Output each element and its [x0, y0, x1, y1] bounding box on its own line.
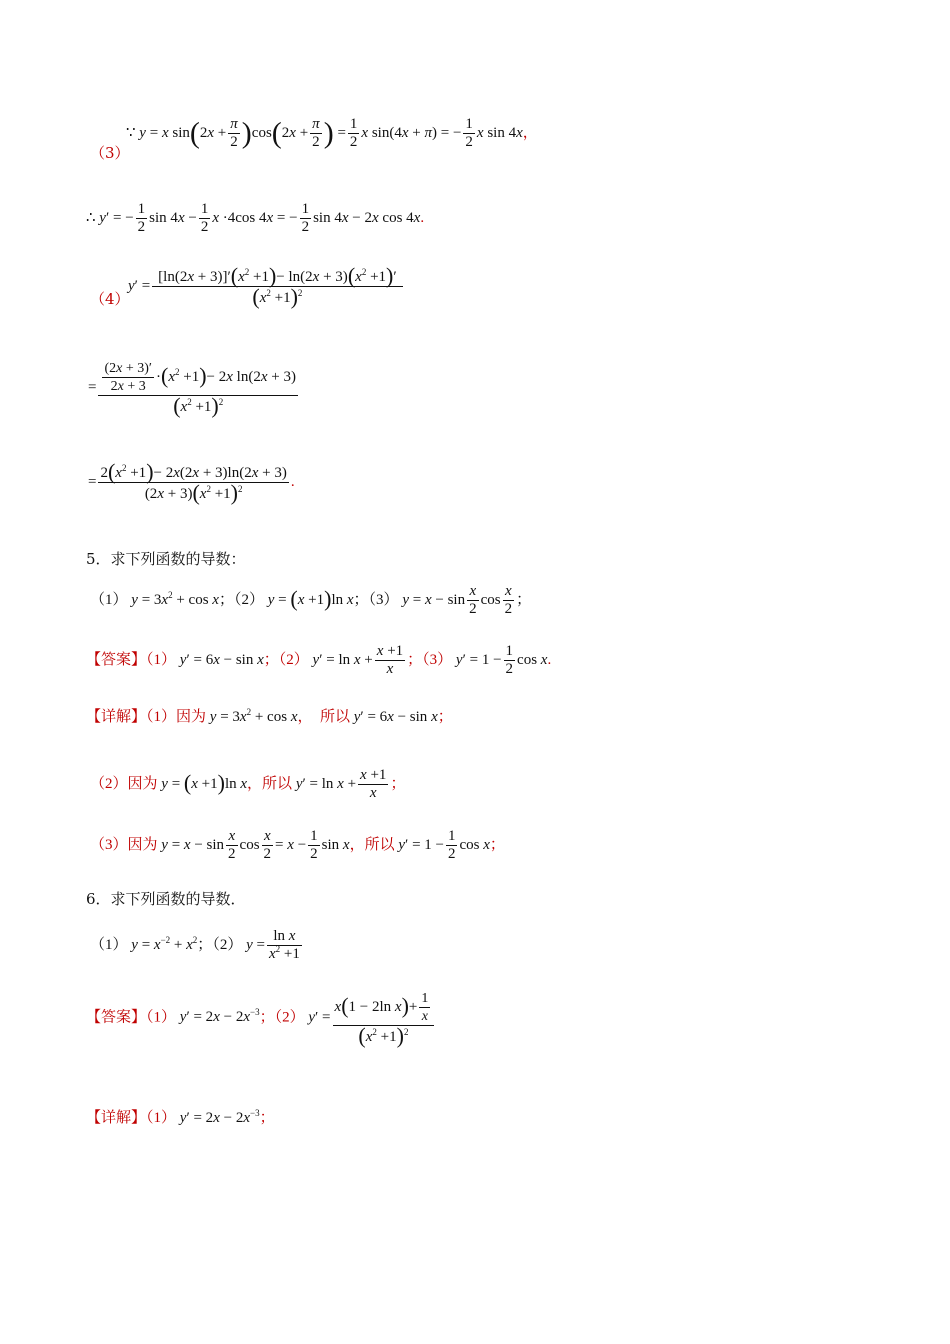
question-6-items: （1） $y = x^{-2} + x^2$；（2） y = $\frac{\text{ln x}}{x^2 +1}$ — [90, 928, 300, 962]
part-4-label: （4） — [90, 290, 130, 308]
part-3-equation: ∵ y = x sin(2x + $\frac{\pi}{2}$ )cos(2x + $\frac{\pi}{2}$ ) = $\frac{1}{2}$ x sin(4x + π) = − $\frac{1}{2}$ x sin 4x， — [126, 116, 538, 150]
part-4-equation-2: = $\frac{(2x + 3)'}{2x + 3}$ $\cdot(x^2 +1)- 2x$ ln(2x + 3) $(x^2 +1)^2$ — [88, 361, 296, 418]
part-3-label: （3） — [90, 144, 130, 162]
part-3-derivative: ∴ y′ = − $\frac{1}{2}$ sin 4x − $\frac{1}{2}$ x ·4cos 4x = − $\frac{1}{2}$ sin 4x − 2x cos 4x. — [86, 201, 425, 235]
detail-tag: 【详解】 — [86, 709, 147, 725]
question-5-items: （1） $y = 3x^2 + \cos x$；（2） y = (x +1)ln x；（3） y = x − sin $\frac{x}{2}$ cos $\frac{x}{2}$ ； — [90, 583, 532, 617]
part-4-equation-3: = $\frac{2(x^2 +1)- 2x(2x + 3)\ln(2x + 3)}{(2x + 3)(x^2 +1)^2}$ . — [88, 459, 295, 505]
question-6-detail-1: 【详解】（1） $y' = 2x - 2x^{-3}$； — [86, 1108, 275, 1126]
question-5-detail-1: 【详解】（1）因为 $y = 3x^2 + \cos x$， 所以 y′ = 6x − sin x； — [86, 707, 453, 725]
question-6-title: 6．求下列函数的导数． — [86, 890, 246, 908]
question-5-detail-3: （3）因为 y = x − sin $\frac{x}{2}$ cos $\frac{x}{2}$ = x − $\frac{1}{2}$ sin x，所以 y′ = 1 − $\frac{1}{2}$ cos x； — [90, 828, 505, 862]
part-4-equation-1: y′ = $\frac{[\ln(2x + 3)]'(x^2 +1)- \ln(2x + 3)(x^2 +1)'}{(x^2 +1)^2}$ — [128, 266, 405, 307]
question-5-answer: 【答案】（1） y′ = 6x − sin x；（2） y′ = ln x + $\frac{x +1}{x}$ ；（3） y′ = 1 − $\frac{1}{2}$ cos x. — [86, 643, 552, 677]
question-6-answer: 【答案】（1） $y' = 2x - 2x^{-3}$；（2） y′ = x(1 − 2ln x)+ $\frac{1}{x}$ $(x^2 +1)^2$ — [86, 990, 436, 1046]
question-5-title: 5．求下列函数的导数： — [86, 550, 246, 568]
answer-tag: 【答案】 — [86, 651, 147, 668]
question-5-detail-2: （2）因为 y = (x +1)ln x，所以 y′ = ln x + $\frac{x +1}{x}$ ； — [90, 767, 406, 801]
